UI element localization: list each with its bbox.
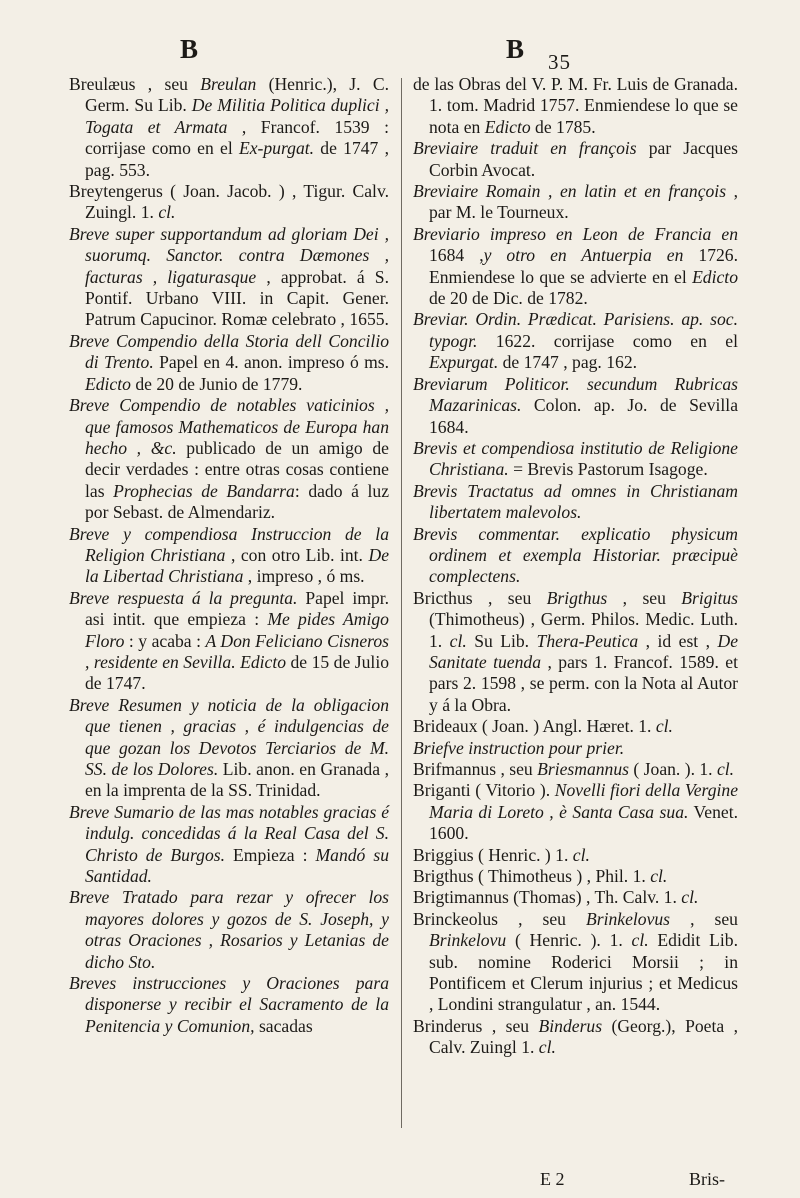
- entry-text: Papel en 4. anon. impreso ó ms.: [153, 352, 390, 373]
- entry-title-text: Brevis et compendiosa institutio de Religione Christiana.: [413, 437, 738, 480]
- entry-text: , approbat. á S. Pontif. Urbano VIII. in Capit. Gener. Patrum Capucinor. Romæ celebrato , 1655.: [85, 266, 389, 330]
- entry-text: = Brevis Pastorum Isagoge.: [508, 459, 708, 480]
- entry-text: Papel impr. asi intit. que empieza :: [85, 587, 389, 630]
- entry-title-text: y otro en Antuerpia en: [483, 245, 684, 266]
- entry-title-text: cl.: [681, 887, 699, 908]
- catalog-entry: [413, 887, 738, 908]
- entry-title-text: Briesmannus: [537, 759, 630, 779]
- entry-text: (Henric.), J. C. Germ. Su Lib.: [85, 74, 389, 116]
- entry-title-text: Briefve instruction pour prier.: [413, 737, 625, 758]
- entry-title-text: Ex-purgat.: [238, 138, 315, 159]
- entry-text: Brideaux ( Joan. ) Angl. Hæret. 1.: [413, 716, 656, 737]
- catalog-entry: [413, 845, 738, 866]
- entry-title-text: De la Libertad Christiana: [85, 544, 389, 587]
- entry-title-text: Breviario impreso en Leon de Francia en: [413, 223, 738, 244]
- entry-title-text: Breves instrucciones y Oraciones para disponerse y recibir el Sacramento de la Penitencia y Comunion,: [69, 973, 389, 1036]
- entry-text: Bricthus , seu: [413, 587, 547, 608]
- left-header-letter: B: [180, 34, 199, 64]
- entry-title-text: Breviaire traduit en françois: [413, 138, 637, 159]
- entry-text: Brigtimannus (Thomas) , Th. Calv. 1.: [413, 887, 682, 908]
- catalog-entry: [413, 524, 738, 588]
- entry-text: Brigthus ( Thimotheus ) , Phil. 1.: [413, 866, 651, 887]
- entry-title-text: De Sanitate tuenda: [429, 630, 738, 672]
- entry-text: , seu: [670, 908, 738, 929]
- catalog-entry: [413, 1016, 738, 1059]
- entry-title-text: Novelli fiori della Vergine Maria di Loreto , è Santa Casa sua.: [429, 780, 738, 822]
- entry-title-text: Breve y compendiosa Instruccion de la Religion Christiana: [69, 523, 389, 565]
- catalog-entry: [69, 395, 389, 523]
- entry-title-text: Breve respuesta á la pregunta.: [69, 587, 298, 608]
- entry-text: 1622. corrijase como en el: [477, 330, 738, 351]
- right-column: [413, 74, 738, 1059]
- entry-text: de 1785.: [530, 116, 596, 137]
- catalog-entry: [69, 331, 389, 395]
- entry-title-text: cl.: [449, 630, 467, 651]
- entry-title-text: Brinkelovus: [586, 908, 671, 929]
- entry-text: de 20 de Dic. de 1782.: [429, 288, 588, 309]
- entry-title-text: cl.: [158, 202, 176, 223]
- entry-title-text: cl.: [572, 844, 590, 865]
- entry-text: par Jacques Corbin Avocat.: [429, 138, 738, 180]
- entry-title-text: Edicto: [692, 266, 738, 287]
- catchword: Bris-: [689, 1169, 725, 1189]
- entry-title-text: Breve super supportandum ad gloriam Dei , suorumq. Sanctor. contra Dæmones , facturas , ligaturasque: [69, 223, 389, 287]
- catalog-entry: [413, 866, 738, 887]
- catalog-entry: [69, 887, 389, 973]
- entry-title-text: Breviaire Romain , en latin et en françois: [413, 181, 727, 202]
- entry-text: Briganti ( Vitorio ).: [413, 780, 555, 801]
- entry-title-text: ap. soc. typogr.: [429, 309, 738, 351]
- entry-title-text: Me pides Amigo Floro: [85, 609, 389, 651]
- entry-text: ( Joan. ). 1.: [629, 759, 717, 779]
- entry-title-text: A Don Feliciano Cisneros , residente en Sevilla. Edicto: [85, 630, 389, 672]
- entry-title-text: Breve Compendio della Storia dell Concilio di Trento.: [69, 330, 389, 373]
- entry-text: , id est ,: [638, 630, 718, 651]
- entry-text: Breytengerus ( Joan. Jacob. ) , Tigur. Calv. Zuingl. 1.: [69, 181, 389, 223]
- catalog-entry: [69, 524, 389, 588]
- entry-text: , pars 1. Francof. 1589. et pars 2. 1598 , se perm. con la Nota al Autor y á la Obra.: [429, 651, 738, 715]
- catalog-entry: [413, 374, 738, 438]
- catalog-entry: [413, 481, 738, 524]
- entry-text: 1726. Enmiendese lo que se advierte en el: [429, 245, 739, 287]
- catalog-entry: [413, 780, 738, 844]
- entry-text: Briggius ( Henric. ) 1.: [413, 844, 573, 865]
- entry-text: Venet. 1600.: [429, 801, 738, 844]
- catalog-entry: [69, 973, 389, 1037]
- column-divider: [401, 78, 402, 1128]
- entry-text: (Thimotheus) , Germ. Philos. Medic. Luth. 1.: [429, 609, 738, 651]
- entry-text: de 20 de Junio de 1779.: [130, 373, 303, 394]
- entry-text: ( Henric. ). 1.: [506, 930, 632, 951]
- left-column: [69, 74, 389, 1037]
- entry-text: sacadas: [254, 1015, 313, 1036]
- entry-title-text: Brevis Tractatus ad omnes in Christianam libertatem malevolos.: [413, 480, 738, 523]
- entry-title-text: cl.: [631, 930, 649, 951]
- entry-title-text: cl.: [650, 866, 668, 887]
- entry-title-text: Brevis commentar. explicatio physicum ordinem et exempla Historiar. præcipuè complectens.: [413, 523, 738, 587]
- catalog-entry: [69, 588, 389, 695]
- catalog-entry: [413, 309, 738, 373]
- entry-text: (Georg.), Poeta , Calv. Zuingl 1.: [429, 1015, 738, 1058]
- catalog-entry: [69, 74, 389, 181]
- entry-title-text: Breviarum Politicor. secundum Rubricas Mazarinicas.: [413, 373, 738, 416]
- entry-title-text: Breulan: [200, 74, 257, 94]
- catalog-entry: [69, 802, 389, 888]
- catalog-entry: [69, 181, 389, 224]
- entry-text: de 15 de Julio de 1747.: [85, 651, 389, 694]
- signature-mark: E 2: [540, 1169, 565, 1189]
- entry-text: , seu: [607, 587, 682, 608]
- catalog-entry: [413, 909, 738, 1016]
- catalog-entry: [413, 74, 738, 138]
- entry-title-text: Breviar. Ordin. Prædicat. Parisiens.: [413, 309, 675, 330]
- entry-title-text: Brinkelovu: [429, 930, 507, 951]
- entry-text: , impreso , ó ms.: [243, 566, 365, 587]
- entry-text: de 1747 , pag. 162.: [498, 352, 638, 373]
- entry-title-text: Binderus: [538, 1015, 603, 1036]
- entry-text: Brinderus , seu: [413, 1015, 539, 1036]
- catalog-entry: [413, 588, 738, 716]
- entry-text: : y acaba :: [124, 630, 206, 651]
- entry-text: Brifmannus , seu: [413, 759, 538, 779]
- entry-title-text: Breve Sumario de las mas notables gracias é indulg. concedidas á la Real Casa del S. Christo de Burgos.: [69, 801, 389, 865]
- entry-title-text: cl.: [655, 716, 673, 737]
- entry-text: publicado de un amigo de decir verdades : entre otras cosas contiene las: [85, 437, 389, 501]
- entry-title-text: Expurgat.: [429, 352, 499, 373]
- entry-title-text: Edicto: [85, 373, 131, 394]
- catalog-entry: [69, 695, 389, 802]
- page-number: 35: [548, 50, 571, 74]
- entry-title-text: Breve Compendio de notables vaticinios , que famosos Mathematicos de Europa han hecho , &c.: [69, 395, 389, 458]
- catalog-entry: [413, 759, 738, 780]
- catalog-entry: [413, 224, 738, 310]
- entry-text: , Francof. 1539 : corrijase como en el: [85, 116, 389, 159]
- entry-text: de 1747 , pag. 553.: [85, 138, 389, 180]
- entry-title-text: Breve Tratado para rezar y ofrecer los mayores dolores y gozos de S. Joseph, y otras Oraciones , Rosarios y Letanias de dicho Sto.: [69, 887, 389, 972]
- right-header-letter: B: [506, 34, 525, 64]
- entry-title-text: Thera-Peutica: [536, 630, 639, 651]
- entry-title-text: De Militia Politica duplici , Togata et Armata: [85, 95, 389, 137]
- entry-text: Lib. anon. en Granada , en la imprenta de la SS. Trinidad.: [85, 759, 389, 801]
- entry-title-text: cl.: [538, 1037, 556, 1058]
- entry-title-text: Breve Resumen y noticia de la obligacion que tienen , gracias , é indulgencias de que gozan los Devotos Terciarios de M. SS. de los Dolores.: [69, 694, 389, 779]
- entry-title-text: Mandó su Santidad.: [85, 844, 389, 887]
- entry-text: Brinckeolus , seu: [413, 908, 586, 929]
- entry-text: Edidit Lib. sub. nomine Roderici Morsii ; in Pontificem et Clerum injurius ; et Medicus , Londini strangulatur , an. 1544.: [429, 930, 738, 1015]
- catalog-entry: [413, 438, 738, 481]
- catalog-entry: [413, 738, 738, 759]
- catalog-entry: [413, 138, 738, 181]
- entry-text: 1684 ,: [429, 245, 484, 266]
- entry-text: , con otro Lib. int.: [225, 544, 369, 565]
- entry-text: Colon. ap. Jo. de Sevilla 1684.: [429, 395, 738, 437]
- catalog-entry: [69, 224, 389, 331]
- entry-title-text: Brigitus: [681, 587, 738, 608]
- entry-title-text: Prophecias de Bandarra: [113, 480, 295, 501]
- entry-text: Su Lib.: [466, 630, 537, 651]
- entry-text: de las Obras del V. P. M. Fr. Luis de Granada. 1. tom. Madrid 1757. Enmiendese lo que se nota en: [413, 74, 738, 137]
- entry-text: Breulæus , seu: [69, 74, 201, 94]
- entry-title-text: Brigthus: [546, 587, 608, 608]
- entry-text: , par M. le Tourneux.: [429, 181, 739, 223]
- entry-text: : dado á luz por Sebast. de Almendariz.: [85, 480, 389, 523]
- entry-title-text: cl.: [716, 759, 735, 779]
- catalog-entry: [413, 181, 738, 224]
- catalog-entry: [413, 716, 738, 737]
- entry-title-text: Edicto: [484, 116, 531, 137]
- entry-text: Empieza :: [225, 844, 316, 865]
